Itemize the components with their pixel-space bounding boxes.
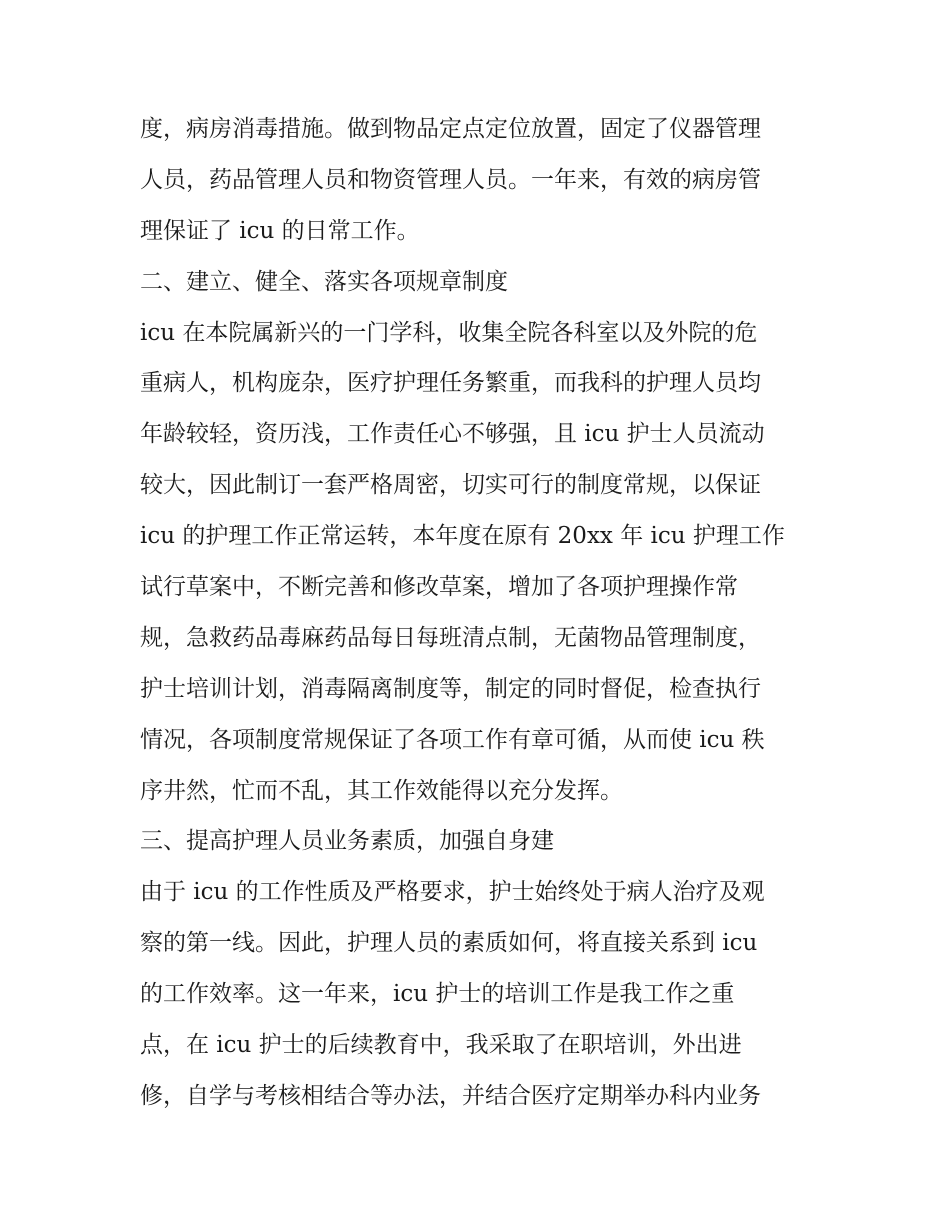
text-line: 点，在 icu 护士的后续教育中，我采取了在职培训，外出进 xyxy=(140,1032,742,1059)
text-line: 试行草案中，不断完善和修改草案，增加了各项护理操作常 xyxy=(140,574,738,601)
text-line: 年龄较轻，资历浅，工作责任心不够强，且 icu 护士人员流动 xyxy=(140,421,765,448)
section-heading: 二、建立、健全、落实各项规章制度 xyxy=(140,268,508,295)
section-heading: 三、提高护理人员业务素质，加强自身建 xyxy=(140,828,554,855)
text-line: 修，自学与考核相结合等办法，并结合医疗定期举办科内业务 xyxy=(140,1082,761,1109)
text-line: 理保证了 icu 的日常工作。 xyxy=(140,217,420,244)
text-line: 度，病房消毒措施。做到物品定点定位放置，固定了仪器管理 xyxy=(140,116,761,142)
text-line: 规，急救药品毒麻药品每日每班清点制，无菌物品管理制度， xyxy=(140,624,761,651)
text-line: 人员，药品管理人员和物资管理人员。一年来，有效的病房管 xyxy=(140,166,761,193)
text-line: 情况，各项制度常规保证了各项工作有章可循，从而使 icu 秩 xyxy=(140,726,765,753)
text-line: 护士培训计划，消毒隔离制度等，制定的同时督促，检查执行 xyxy=(140,675,761,702)
text-line: 察的第一线。因此，护理人员的素质如何，将直接关系到 icu xyxy=(140,930,758,957)
text-line: 序井然，忙而不乱，其工作效能得以充分发挥。 xyxy=(140,777,623,804)
text-line: 重病人，机构庞杂，医疗护理任务繁重，而我科的护理人员均 xyxy=(140,370,761,397)
text-line: 由于 icu 的工作性质及严格要求，护士始终处于病人治疗及观 xyxy=(140,879,765,906)
text-line: 较大，因此制订一套严格周密，切实可行的制度常规，以保证 xyxy=(140,472,761,499)
text-line: icu 在本院属新兴的一门学科，收集全院各科室以及外院的危 xyxy=(140,319,758,346)
body-text xyxy=(140,104,830,1122)
text-line: icu 的护理工作正常运转，本年度在原有 20xx 年 icu 护理工作 xyxy=(140,523,785,550)
text-line: 的工作效率。这一年来，icu 护士的培训工作是我工作之重 xyxy=(140,981,735,1008)
